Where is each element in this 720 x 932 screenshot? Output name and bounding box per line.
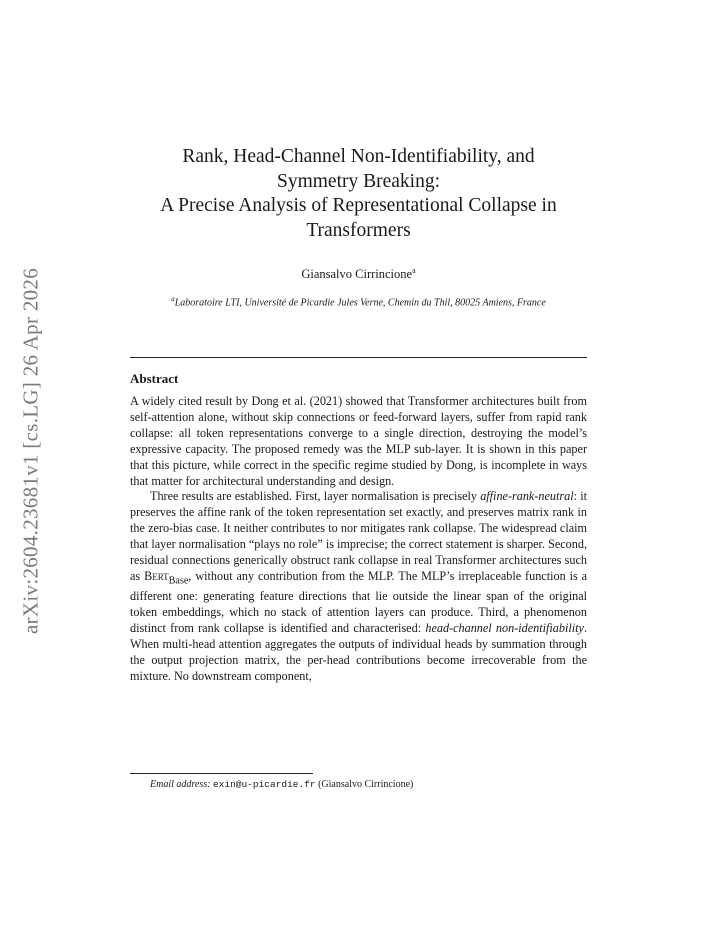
abstract-paragraph-2 bbox=[130, 489, 587, 684]
title-line: Transformers bbox=[306, 219, 411, 241]
author-name: Giansalvo Cirrincione bbox=[301, 267, 413, 282]
affiliation-text: Laboratoire LTI, Université de Picardie Jules Verne, Chemin du Thil, 80025 Amiens, France bbox=[174, 297, 546, 309]
arxiv-identifier-stamp: arXiv:2604.23681v1 [cs.LG] 26 Apr 2026 bbox=[18, 267, 43, 635]
emphasis-affine-rank-neutral: affine-rank-neutral bbox=[480, 489, 574, 504]
email-address[interactable]: exin@u-picardie.fr bbox=[212, 779, 316, 790]
author-line bbox=[130, 266, 587, 282]
footnote bbox=[150, 779, 413, 790]
title-line: A Precise Analysis of Representational Collapse in bbox=[160, 195, 557, 216]
abstract-body bbox=[130, 394, 587, 685]
footnote-rule bbox=[130, 773, 313, 774]
abstract-heading: Abstract bbox=[130, 371, 179, 386]
title-line: Rank, Head-Channel Non-Identifiability, and bbox=[182, 146, 535, 167]
affiliation bbox=[130, 293, 587, 309]
email-owner: (Giansalvo Cirrincione) bbox=[318, 779, 414, 790]
bert-subscript: Base bbox=[168, 575, 189, 587]
paper-title bbox=[130, 145, 587, 243]
email-label: Email address: bbox=[150, 779, 211, 790]
emphasis-head-channel: head-channel non-identifiability bbox=[425, 621, 584, 636]
text-run: . When multi-head attention aggregates the outputs of individual heads by summation through the output projection matrix, the per-head contributions become irrecoverable from the mixture. No downstream component, bbox=[130, 621, 587, 683]
text-run: , without any contribution from the MLP. The MLP’s irreplaceable function is a different one: generating feature directions that lie outside the linear span of the original token embeddings, which no stack of attention layers can produce. Third, a phenomenon distinct from rank collapse is identified and characterised: bbox=[130, 568, 588, 636]
abstract-top-rule bbox=[130, 357, 587, 358]
abstract-paragraph-1: A widely cited result by Dong et al. (2021) showed that Transformer architectures built from self-attention alone, without skip connections or feed-forward layers, suffer from rapid rank collapse: all token representations converge to a single direction, destroying the model’s expressive capacity. The proposed remedy was the MLP sub-layer. It is shown in this paper that this picture, while correct in the specific regime studied by Dong, is incomplete in ways that matter for architectural understanding and design. bbox=[130, 394, 587, 488]
author-affiliation-mark: a bbox=[412, 266, 416, 275]
title-line: Symmetry Breaking: bbox=[276, 170, 441, 192]
text-run: : it preserves the affine rank of the token representation set exactly, and preserves matrix rank in the zero-bias case. It neither contributes to nor mitigates rank collapse. The widespread claim that layer normalisation “plays no role” is imprecise; the correct statement is sharper. Second, residual connections generically obstruct rank collapse in real Transformer architectures such as bbox=[130, 489, 587, 583]
bert-name: Bert bbox=[144, 568, 169, 583]
affiliation-mark: a bbox=[171, 295, 175, 303]
text-run: Three results are established. First, layer normalisation is precisely bbox=[150, 489, 481, 504]
